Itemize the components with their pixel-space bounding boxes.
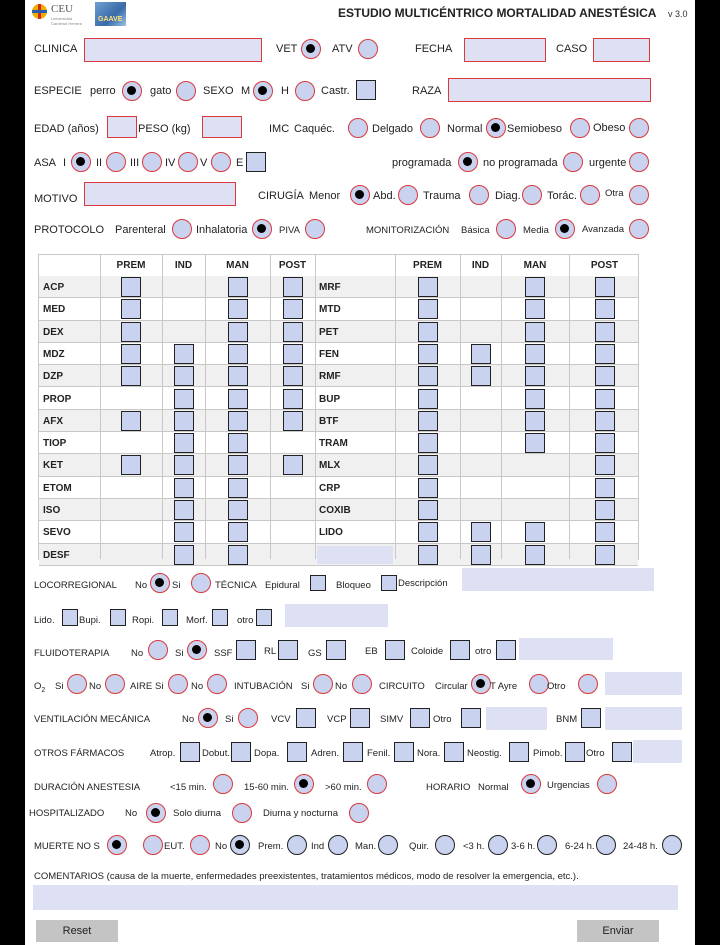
ventilacion-no-radio[interactable] — [198, 708, 218, 728]
drug-name: PROP — [43, 393, 72, 405]
lido-checkbox[interactable] — [62, 609, 78, 626]
lido-ind-checkbox[interactable] — [471, 522, 491, 542]
motivo-input[interactable] — [84, 182, 236, 206]
custom-man-checkbox[interactable] — [525, 545, 545, 565]
muerte-lt3-radio[interactable] — [488, 835, 508, 855]
prop-post-checkbox[interactable] — [283, 389, 303, 409]
caso-input[interactable] — [593, 38, 650, 62]
mdz-man-checkbox[interactable] — [228, 344, 248, 364]
torac-radio[interactable] — [580, 185, 600, 205]
custom-prem-checkbox[interactable] — [418, 545, 438, 565]
afx-post-checkbox[interactable] — [283, 411, 303, 431]
bnm-input[interactable] — [605, 707, 682, 730]
crp-prem-checkbox[interactable] — [418, 478, 438, 498]
drug-name: ETOM — [43, 482, 72, 494]
horario-normal-radio[interactable] — [521, 774, 541, 794]
ket-prem-checkbox[interactable] — [121, 455, 141, 475]
column-header: PREM — [413, 260, 442, 271]
drug-name: COXIB — [319, 505, 351, 516]
column-header: POST — [590, 260, 619, 271]
bloqueo-checkbox[interactable] — [381, 575, 397, 591]
etom-man-checkbox[interactable] — [228, 478, 248, 498]
drug-name: PET — [319, 326, 339, 338]
asa-v-radio[interactable] — [211, 152, 231, 172]
semiobeso-radio[interactable] — [570, 118, 590, 138]
table-divider — [270, 255, 271, 559]
dex-post-checkbox[interactable] — [283, 322, 303, 342]
mtd-prem-checkbox[interactable] — [418, 299, 438, 319]
drug-name: KET — [43, 460, 63, 472]
muerte-24-48-radio[interactable] — [662, 835, 682, 855]
vcp-checkbox[interactable] — [350, 708, 370, 728]
table-divider — [569, 255, 570, 559]
drug-name: DZP — [43, 371, 63, 383]
pet-man-checkbox[interactable] — [525, 322, 545, 342]
rl-checkbox[interactable] — [278, 640, 298, 660]
nora-checkbox[interactable] — [444, 742, 464, 762]
trauma-radio[interactable] — [469, 185, 489, 205]
desf-ind-checkbox[interactable] — [174, 545, 194, 565]
drug-name: LIDO — [319, 527, 343, 539]
drug-name: RMF — [319, 371, 341, 383]
asa-e-checkbox[interactable] — [246, 152, 266, 172]
mlx-post-checkbox[interactable] — [595, 455, 615, 475]
column-header: PREM — [116, 260, 146, 271]
ceu-cross-icon — [32, 4, 47, 19]
mlx-prem-checkbox[interactable] — [418, 455, 438, 475]
drug-name: TRAM — [319, 438, 348, 450]
fluido-no-radio[interactable] — [148, 640, 168, 660]
prop-ind-checkbox[interactable] — [174, 389, 194, 409]
no-programada-radio[interactable] — [563, 152, 583, 172]
table-divider — [501, 255, 502, 559]
mdz-prem-checkbox[interactable] — [121, 344, 141, 364]
enviar-button[interactable]: Enviar — [577, 920, 659, 942]
locorregional-no-radio[interactable] — [150, 573, 170, 593]
iso-ind-checkbox[interactable] — [174, 500, 194, 520]
bup-post-checkbox[interactable] — [595, 389, 615, 409]
gs-checkbox[interactable] — [326, 640, 346, 660]
drug-name: FEN — [319, 348, 339, 360]
table-divider — [460, 255, 461, 559]
eut-radio[interactable] — [190, 835, 210, 855]
afx-ind-checkbox[interactable] — [174, 411, 194, 431]
fenil-checkbox[interactable] — [394, 742, 414, 762]
fluido-si-radio[interactable] — [187, 640, 207, 660]
raza-input[interactable] — [448, 78, 651, 102]
normal-radio[interactable] — [486, 118, 506, 138]
drug-name: MRF — [319, 282, 341, 293]
pimob-checkbox[interactable] — [565, 742, 585, 762]
acp-prem-checkbox[interactable] — [121, 277, 141, 297]
drug-name: BTF — [319, 415, 339, 427]
dzp-prem-checkbox[interactable] — [121, 366, 141, 386]
bup-prem-checkbox[interactable] — [418, 389, 438, 409]
ket-ind-checkbox[interactable] — [174, 455, 194, 475]
acp-post-checkbox[interactable] — [283, 277, 303, 297]
muerte-ind-radio[interactable] — [328, 835, 348, 855]
mdz-ind-checkbox[interactable] — [174, 344, 194, 364]
btf-prem-checkbox[interactable] — [418, 411, 438, 431]
ventilacion-otro-input[interactable] — [486, 707, 547, 730]
horario-urgencias-radio[interactable] — [597, 774, 617, 794]
o2-label: $O_2$ — [34, 681, 46, 694]
drug-name: ISO — [43, 505, 61, 516]
circular-radio[interactable] — [471, 674, 491, 694]
drug-name: SEVO — [43, 527, 71, 539]
column-header: POST — [278, 260, 307, 271]
sexo-m-radio[interactable] — [253, 81, 273, 101]
muerte-prem-radio[interactable] — [287, 835, 307, 855]
hosp-no-radio[interactable] — [146, 803, 166, 823]
med-prem-checkbox[interactable] — [121, 299, 141, 319]
locorregional-si-radio[interactable] — [191, 573, 211, 593]
piva-radio[interactable] — [305, 219, 325, 239]
rmf-man-checkbox[interactable] — [525, 366, 545, 386]
btf-post-checkbox[interactable] — [595, 411, 615, 431]
mdz-post-checkbox[interactable] — [283, 344, 303, 364]
drug-name: TIOP — [43, 438, 67, 450]
med-post-checkbox[interactable] — [283, 299, 303, 319]
coxib-post-checkbox[interactable] — [595, 500, 615, 520]
custom-drug-input[interactable] — [317, 546, 393, 564]
lido-man-checkbox[interactable] — [525, 522, 545, 542]
mtd-man-checkbox[interactable] — [525, 299, 545, 319]
crp-post-checkbox[interactable] — [595, 478, 615, 498]
coloide-checkbox[interactable] — [450, 640, 470, 660]
dur-gt60-radio[interactable] — [367, 774, 387, 794]
muerte-quir-radio[interactable] — [435, 835, 455, 855]
desf-man-checkbox[interactable] — [228, 545, 248, 565]
column-header: IND — [471, 260, 490, 271]
dobut-checkbox[interactable] — [231, 742, 251, 762]
rmf-post-checkbox[interactable] — [595, 366, 615, 386]
muerte-3-6-radio[interactable] — [537, 835, 557, 855]
hosp-diurna-nocturna-radio[interactable] — [349, 803, 369, 823]
urgente-radio[interactable] — [629, 152, 649, 172]
aire-si-radio[interactable] — [168, 674, 188, 694]
etom-ind-checkbox[interactable] — [174, 478, 194, 498]
pet-prem-checkbox[interactable] — [418, 322, 438, 342]
pet-post-checkbox[interactable] — [595, 322, 615, 342]
tram-post-checkbox[interactable] — [595, 433, 615, 453]
muerte-man-radio[interactable] — [378, 835, 398, 855]
drug-name: CRP — [319, 482, 341, 494]
afx-prem-checkbox[interactable] — [121, 411, 141, 431]
asa-ii-radio[interactable] — [106, 152, 126, 172]
table-divider — [315, 255, 316, 559]
abd-radio[interactable] — [398, 185, 418, 205]
mrf-man-checkbox[interactable] — [525, 277, 545, 297]
obeso-radio[interactable] — [629, 118, 649, 138]
ropi-checkbox[interactable] — [162, 609, 178, 626]
fecha-input[interactable] — [464, 38, 546, 62]
drug-name: DESF — [43, 549, 70, 561]
afx-man-checkbox[interactable] — [228, 411, 248, 431]
iso-man-checkbox[interactable] — [228, 500, 248, 520]
morf-checkbox[interactable] — [212, 609, 228, 626]
inhalatoria-radio[interactable] — [252, 219, 272, 239]
lido-post-checkbox[interactable] — [595, 522, 615, 542]
bnm-checkbox[interactable] — [581, 708, 601, 728]
table-divider — [162, 255, 163, 559]
caso-label: CASO — [556, 43, 588, 55]
atrop-checkbox[interactable] — [180, 742, 200, 762]
otra-radio[interactable] — [629, 185, 649, 205]
castr-checkbox[interactable] — [356, 80, 376, 100]
fecha-label: FECHA — [415, 43, 453, 55]
media-radio[interactable] — [555, 219, 575, 239]
column-header: MAN — [226, 260, 249, 271]
tram-man-checkbox[interactable] — [525, 433, 545, 453]
intubacion-si-radio[interactable] — [313, 674, 333, 694]
med-man-checkbox[interactable] — [228, 299, 248, 319]
bupi-checkbox[interactable] — [110, 609, 126, 626]
diag-radio[interactable] — [522, 185, 542, 205]
basica-radio[interactable] — [496, 219, 516, 239]
neostig-checkbox[interactable] — [509, 742, 529, 762]
peso-input[interactable] — [202, 116, 242, 138]
coxib-prem-checkbox[interactable] — [418, 500, 438, 520]
vet-radio[interactable] — [301, 39, 321, 59]
ssf-checkbox[interactable] — [236, 640, 256, 660]
circuito-otro-radio[interactable] — [578, 674, 598, 694]
drug-name: ACP — [43, 282, 65, 293]
ceu-logo-text: CEU — [51, 3, 73, 15]
custom-ind-checkbox[interactable] — [471, 545, 491, 565]
column-header: MAN — [523, 260, 547, 271]
ket-man-checkbox[interactable] — [228, 455, 248, 475]
perro-radio[interactable] — [122, 81, 142, 101]
gaave-logo: GAAVE — [95, 2, 126, 26]
drug-table — [38, 254, 639, 560]
dex-prem-checkbox[interactable] — [121, 322, 141, 342]
atv-radio[interactable] — [358, 39, 378, 59]
fen-prem-checkbox[interactable] — [418, 344, 438, 364]
drug-name: MTD — [319, 304, 341, 316]
dzp-man-checkbox[interactable] — [228, 366, 248, 386]
circuito-otro-input[interactable] — [605, 672, 682, 695]
menor-radio[interactable] — [350, 185, 370, 205]
tram-prem-checkbox[interactable] — [418, 433, 438, 453]
avanzada-radio[interactable] — [629, 219, 649, 239]
acp-man-checkbox[interactable] — [228, 277, 248, 297]
dur-lt15-radio[interactable] — [213, 774, 233, 794]
delgado-radio[interactable] — [420, 118, 440, 138]
version-label: v 3.0 — [668, 9, 688, 19]
page-title: ESTUDIO MULTICÉNTRICO MORTALIDAD ANESTÉSICA — [338, 6, 657, 20]
dzp-ind-checkbox[interactable] — [174, 366, 194, 386]
gato-radio[interactable] — [176, 81, 196, 101]
ventilacion-otro-checkbox[interactable] — [461, 708, 481, 728]
o2-si-radio[interactable] — [67, 674, 87, 694]
intubacion-no-radio[interactable] — [352, 674, 372, 694]
aire-no-radio[interactable] — [207, 674, 227, 694]
rmf-prem-checkbox[interactable] — [418, 366, 438, 386]
otros-farmacos-otro-input[interactable] — [633, 740, 682, 763]
drug-name: DEX — [43, 326, 64, 338]
sevo-man-checkbox[interactable] — [228, 522, 248, 542]
caquec-radio[interactable] — [348, 118, 368, 138]
muerte-no-s-radio[interactable] — [107, 835, 127, 855]
prop-man-checkbox[interactable] — [228, 389, 248, 409]
ventilacion-si-radio[interactable] — [238, 708, 258, 728]
drug-name: MED — [43, 304, 66, 316]
clinica-input[interactable] — [84, 38, 262, 62]
mrf-post-checkbox[interactable] — [595, 277, 615, 297]
column-header: IND — [174, 260, 193, 271]
simv-checkbox[interactable] — [410, 708, 430, 728]
tiop-ind-checkbox[interactable] — [174, 433, 194, 453]
hosp-solo-diurna-radio[interactable] — [232, 803, 252, 823]
asa-iv-radio[interactable] — [178, 152, 198, 172]
sexo-h-radio[interactable] — [295, 81, 315, 101]
mrf-prem-checkbox[interactable] — [418, 277, 438, 297]
dopa-checkbox[interactable] — [287, 742, 307, 762]
drug-name: BUP — [319, 393, 341, 405]
sevo-ind-checkbox[interactable] — [174, 522, 194, 542]
adren-checkbox[interactable] — [343, 742, 363, 762]
form-page: CEU Universidad Cardenal Herrera GAAVE ESTUDIO MULTICÉNTRICO MORTALIDAD ANESTÉSICA v 3.0 CLINICA VET ATV FECHA CASO ESPECIE perro gato SEXO M H Castr. RAZA EDAD (años) PESO (kg) IMC Caquéc. Delgado Normal Semiobeso Obeso ASA I II III IV V E programada no programada urgente MOTIVO CIRUGÍA Menor Abd. Trauma Diag. Torác. Otra PROTOCOLO Parenteral Inhalatoria PIVA MONITORIZACIÓN Básica Media Avanzada PREM PREM IND IND MAN MAN POST POST ACP MED DEX MDZ DZP PROP AFX TIOP KET ETOM ISO SEVO DESF MRF MTD PET FEN RMF BUP BTF TRAM MLX CRP COXIB LIDO LOCORREGIONAL No Si TÉCNICA Epidural Bloqueo Descripción Lido. Bupi. Ropi. Morf. otro FLUIDOTERAPIA No Si SSF RL GS EB Coloide otro $O_2$ Si No AIRE Si No INTUBACIÓN Si No CIRCUITO Circular T Ayre Otro VENTILACIÓN MECÁNICA No Si VCV VCP SIMV Otro BNM OTROS FÁRMACOS Atrop. Dobut. Dopa. Adren. Fenil. Nora. Neostig. Pimob. Otro DURACIÓN ANESTESIA <15 min. 15-60 min. >60 min. HORARIO Normal Urgencias HOSPITALIZADO No Solo diurna Diurna y nocturna MUERTE NO S EUT. No Prem. Ind Man. Quir. <3 h. 3-6 h. 6-24 h. 24-48 h. COMENTARIOS (causa de la muerte, enfermedades preexistentes, tratamientos médicos, modo de resolver la emergencia, etc.). Reset Enviar — [25, 0, 695, 945]
eb-checkbox[interactable] — [385, 640, 405, 660]
descripcion-input[interactable] — [462, 568, 654, 591]
tiop-man-checkbox[interactable] — [228, 433, 248, 453]
comentarios-label: COMENTARIOS (causa de la muerte, enfermedades preexistentes, tratamientos médicos, modo de resolver la emergencia, etc.). — [34, 871, 579, 882]
fen-post-checkbox[interactable] — [595, 344, 615, 364]
asa-i-radio[interactable] — [71, 152, 91, 172]
bup-man-checkbox[interactable] — [525, 389, 545, 409]
table-divider — [395, 255, 396, 559]
otro-fluido-checkbox[interactable] — [496, 640, 516, 660]
clinica-label: CLINICA — [34, 43, 78, 55]
custom-post-checkbox[interactable] — [595, 545, 615, 565]
asa-iii-radio[interactable] — [142, 152, 162, 172]
fen-man-checkbox[interactable] — [525, 344, 545, 364]
drug-name: MLX — [319, 460, 341, 472]
otro-local-checkbox[interactable] — [256, 609, 272, 626]
dzp-post-checkbox[interactable] — [283, 366, 303, 386]
epidural-checkbox[interactable] — [310, 575, 326, 591]
rmf-ind-checkbox[interactable] — [471, 366, 491, 386]
otro-local-input[interactable] — [285, 604, 388, 627]
btf-man-checkbox[interactable] — [525, 411, 545, 431]
programada-radio[interactable] — [458, 152, 478, 172]
comentarios-input[interactable] — [33, 885, 678, 910]
dur-15-60-radio[interactable] — [294, 774, 314, 794]
drug-name: AFX — [43, 415, 63, 427]
edad-input[interactable] — [107, 116, 137, 138]
vcv-checkbox[interactable] — [296, 708, 316, 728]
o2-no-radio[interactable] — [105, 674, 125, 694]
reset-button[interactable]: Reset — [36, 920, 118, 942]
mtd-post-checkbox[interactable] — [595, 299, 615, 319]
table-divider — [205, 255, 206, 559]
fen-ind-checkbox[interactable] — [471, 344, 491, 364]
raza-label: RAZA — [412, 85, 442, 97]
lido-prem-checkbox[interactable] — [418, 522, 438, 542]
otro-fluido-input[interactable] — [519, 638, 613, 660]
parenteral-radio[interactable] — [172, 219, 192, 239]
t-ayre-radio[interactable] — [529, 674, 549, 694]
otros-farmacos-otro-checkbox[interactable] — [612, 742, 632, 762]
muerte-6-24-radio[interactable] — [596, 835, 616, 855]
muerte-si-radio[interactable] — [143, 835, 163, 855]
dex-man-checkbox[interactable] — [228, 322, 248, 342]
eut-no-radio[interactable] — [230, 835, 250, 855]
table-divider — [100, 255, 101, 559]
drug-name: MDZ — [43, 348, 65, 360]
ket-post-checkbox[interactable] — [283, 455, 303, 475]
